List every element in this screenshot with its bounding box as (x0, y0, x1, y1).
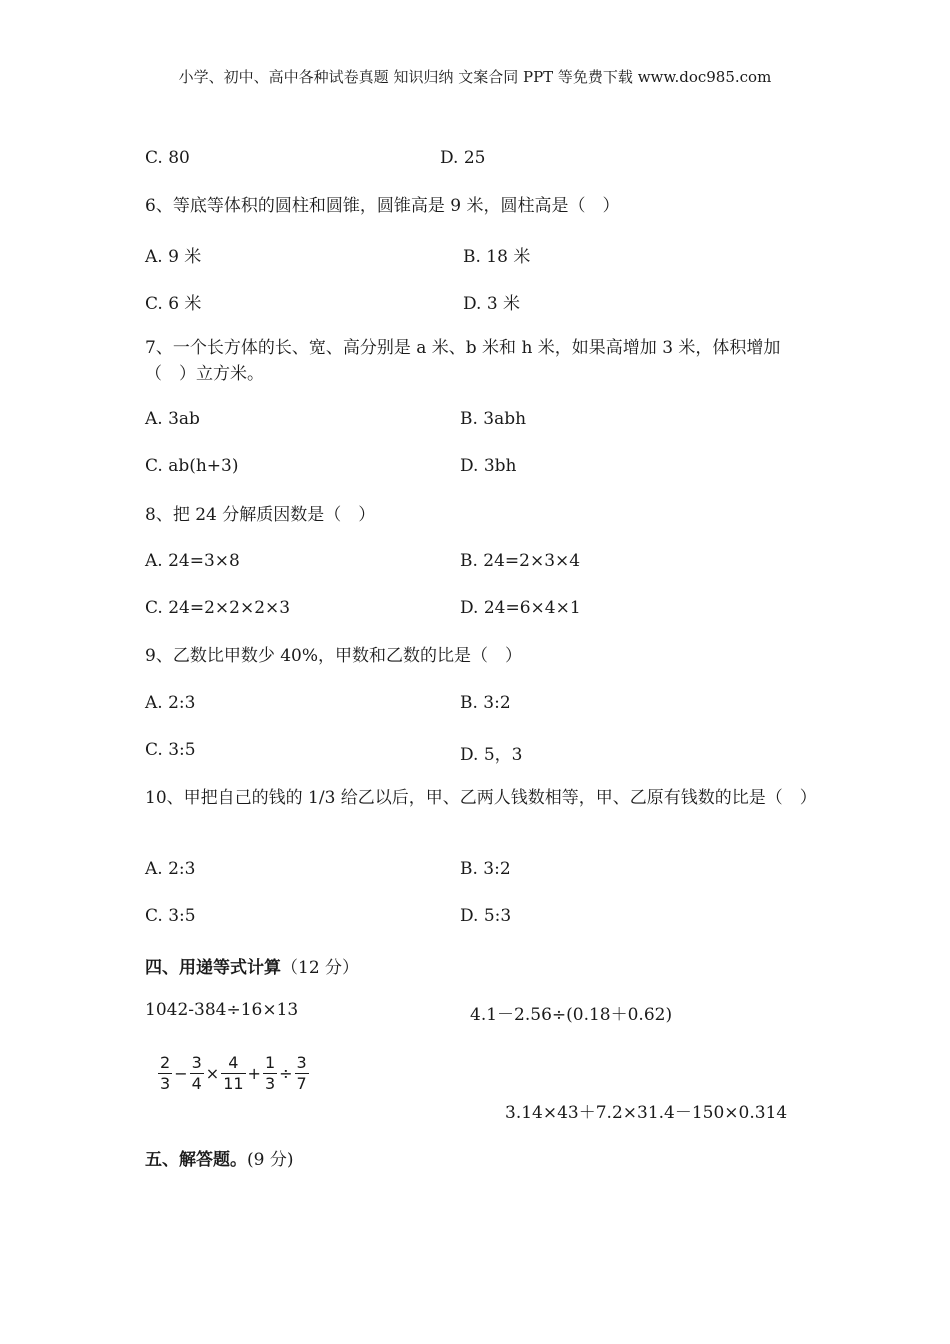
fraction-1 (158, 1053, 172, 1094)
q10-option-a: A. 2:3 (145, 859, 196, 879)
q6-option-a: A. 9 米 (145, 247, 202, 267)
fraction-5 (295, 1053, 309, 1094)
calc-expression-3-fractions (157, 1053, 310, 1094)
q8-option-c: C. 24=2×2×2×3 (145, 598, 291, 618)
fraction-2-numerator: 3 (191, 1053, 202, 1072)
q9-option-a: A. 2:3 (145, 693, 196, 713)
fraction-3-numerator: 4 (221, 1053, 245, 1074)
q8-stem: 8、把 24 分解质因数是（ ） (145, 505, 376, 525)
q6-option-d: D. 3 米 (463, 294, 521, 314)
q8-option-b: B. 24=2×3×4 (460, 551, 581, 571)
q5-option-d: D. 25 (440, 148, 486, 168)
q6-option-b: B. 18 米 (463, 247, 531, 267)
q7-option-b: B. 3abh (460, 409, 527, 429)
fraction-2 (190, 1053, 204, 1094)
section-4-points: （12 分） (281, 958, 360, 978)
q10-option-b: B. 3:2 (460, 859, 511, 879)
operator-2: × (205, 1064, 220, 1083)
fraction-5-numerator: 3 (296, 1053, 307, 1072)
operator-1: − (174, 1064, 188, 1083)
q9-stem: 9、乙数比甲数少 40%，甲数和乙数的比是（ ） (145, 646, 523, 666)
fraction-1-denominator: 3 (160, 1074, 171, 1093)
q7-option-c: C. ab(h+3) (145, 456, 239, 476)
q7-option-a: A. 3ab (145, 409, 200, 429)
section-4-heading (145, 953, 359, 978)
q10-option-d: D. 5:3 (460, 906, 512, 926)
fraction-1-numerator: 2 (160, 1053, 171, 1072)
q6-option-c: C. 6 米 (145, 294, 202, 314)
fraction-3-denominator: 11 (223, 1074, 244, 1093)
section-5-heading (145, 1145, 293, 1170)
q8-option-a: A. 24=3×8 (145, 551, 240, 571)
q7-stem: 7、一个长方体的长、宽、高分别是 a 米、b 米和 h 米，如果高增加 3 米，体积增加（ ）立方米。 (145, 338, 781, 384)
page-header: 小学、初中、高中各种试卷真题 知识归纳 文案合同 PPT 等免费下载 www.doc985.com (178, 68, 772, 86)
q7-option-d: D. 3bh (460, 456, 517, 476)
q6-stem: 6、等底等体积的圆柱和圆锥，圆锥高是 9 米，圆柱高是（ ） (145, 196, 620, 216)
q10-stem: 10、甲把自己的钱的 1/3 给乙以后，甲、乙两人钱数相等，甲、乙原有钱数的比是（ ） (145, 788, 817, 808)
section-4-title: 四、用递等式计算 (145, 958, 281, 978)
fraction-4-denominator: 3 (264, 1074, 276, 1093)
q10-option-c: C. 3:5 (145, 906, 196, 926)
fraction-4-numerator: 1 (264, 1053, 276, 1072)
calc-expression-1: 1042-384÷16×13 (145, 1000, 299, 1020)
fraction-5-denominator: 7 (296, 1074, 307, 1093)
q9-option-d: D. 5，3 (460, 745, 523, 765)
fraction-3 (221, 1053, 245, 1094)
q9-option-c: C. 3:5 (145, 740, 196, 760)
q5-option-c: C. 80 (145, 148, 190, 168)
q9-option-b: B. 3:2 (460, 693, 511, 713)
operator-3: + (247, 1064, 261, 1083)
section-5-points: (9 分) (247, 1150, 294, 1170)
q8-option-d: D. 24=6×4×1 (460, 598, 581, 618)
fraction-4 (263, 1053, 277, 1094)
section-5-title: 五、解答题。 (145, 1150, 247, 1170)
fraction-2-denominator: 4 (191, 1074, 202, 1093)
calc-expression-2: 4.1－2.56÷(0.18＋0.62) (470, 1005, 673, 1025)
operator-4: ÷ (279, 1064, 293, 1083)
calc-expression-4: 3.14×43＋7.2×31.4－150×0.314 (505, 1103, 788, 1123)
